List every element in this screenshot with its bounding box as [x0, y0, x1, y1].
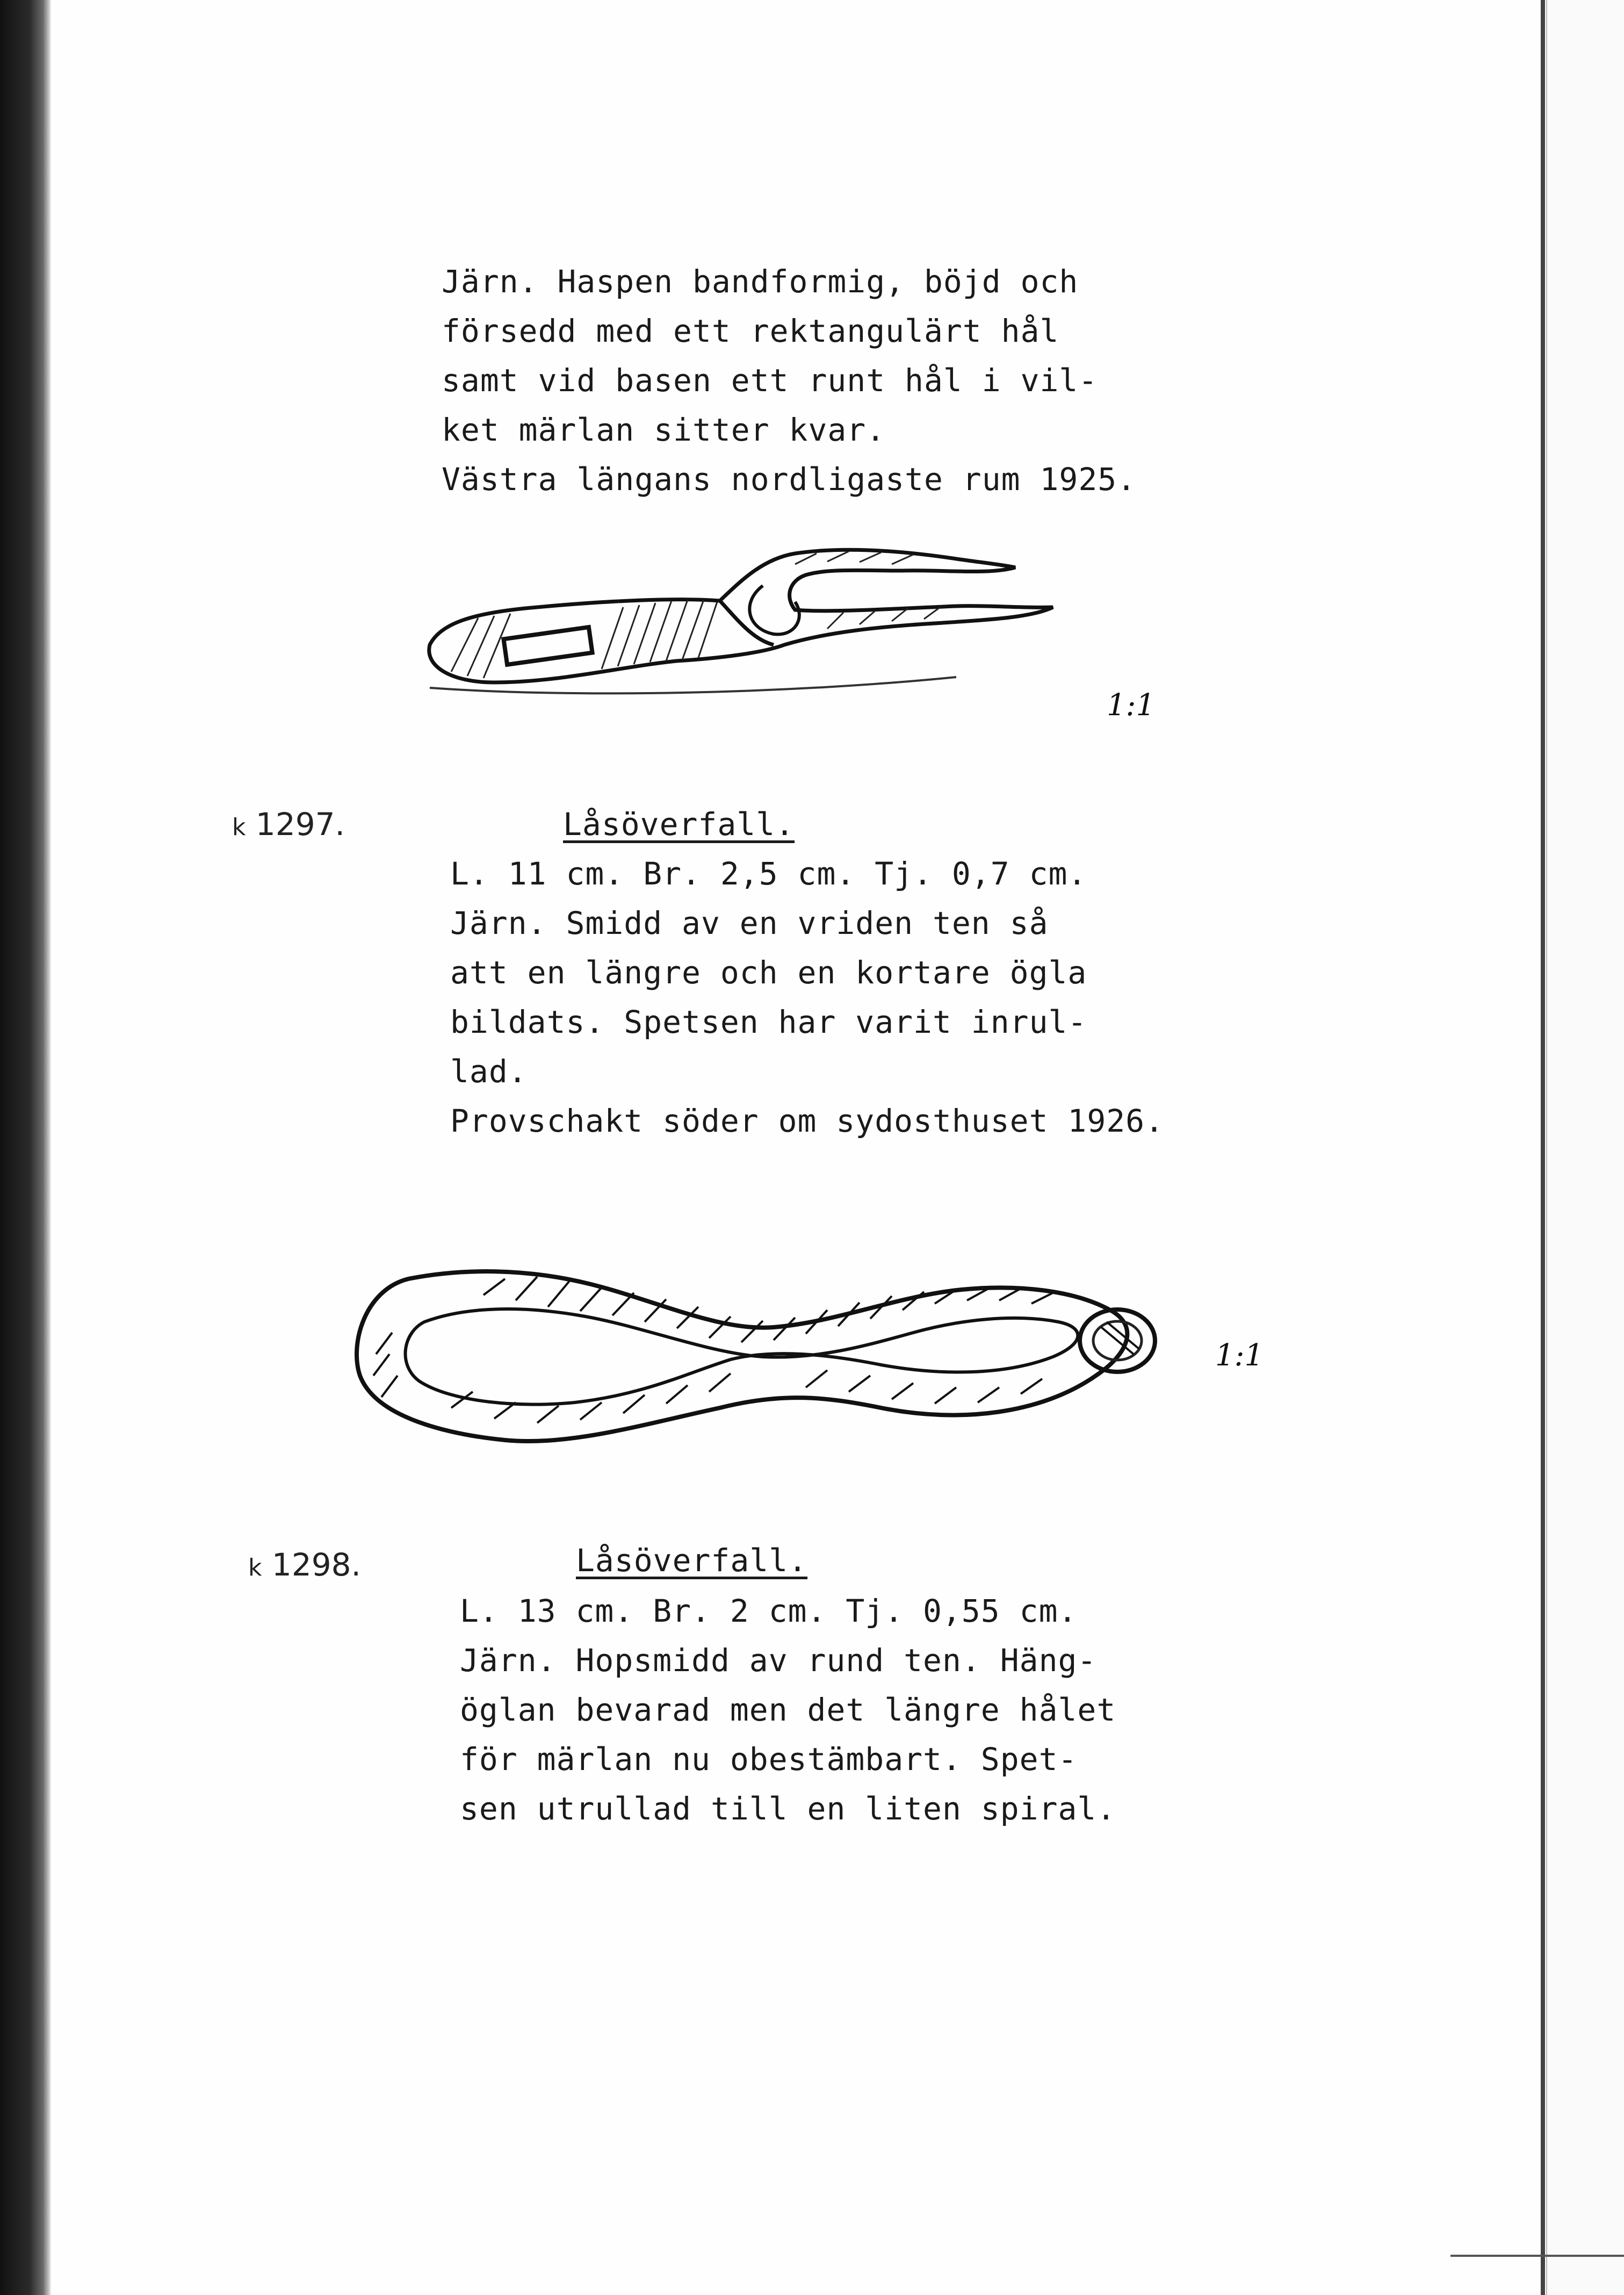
entry-1298-title [576, 1536, 807, 1585]
page-edge-bottom [1450, 2255, 1624, 2257]
entry-1297-title [563, 800, 795, 849]
scale-label: 1:1 [1215, 1338, 1264, 1373]
catalog-number [248, 1546, 361, 1583]
catalog-prefix: k [248, 1554, 262, 1581]
description-line: ket märlan sitter kvar. [442, 412, 886, 448]
entry-title: Låsöverfall. [576, 1542, 808, 1579]
measurement-line: L. 13 cm. Br. 2 cm. Tj. 0,55 cm. [460, 1593, 1078, 1629]
entry-1297-description [450, 849, 1164, 1146]
description-line: lad. [450, 1053, 528, 1090]
hasp-drawing [419, 537, 1064, 731]
findspot-line: Västra längans nordligaste rum 1925. [442, 461, 1137, 498]
description-line: sen utrullad till en liten spiral. [460, 1790, 1116, 1827]
description-line: Järn. Hopsmidd av rund ten. Häng- [460, 1642, 1097, 1679]
entry-title: Låsöverfall. [563, 806, 795, 843]
twisted-loop-drawing [344, 1247, 1193, 1472]
book-binding-shadow [0, 0, 51, 2295]
description-line: bildats. Spetsen har varit inrul- [450, 1004, 1087, 1040]
page-edge-line [1541, 0, 1545, 2295]
description-line: samt vid basen ett runt hål i vil- [442, 362, 1098, 399]
description-line: att en längre och en kortare ögla [450, 954, 1087, 991]
measurement-line: L. 11 cm. Br. 2,5 cm. Tj. 0,7 cm. [450, 855, 1087, 892]
page-margin-strip [1546, 0, 1624, 2295]
catalog-number-value: 1297. [255, 806, 345, 843]
description-line: Järn. Haspen bandformig, böjd och [442, 263, 1079, 300]
entry-1298-description [460, 1586, 1116, 1833]
description-line: försedd med ett rektangulärt hål [442, 313, 1059, 349]
description-line: för märlan nu obestämbart. Spet- [460, 1741, 1078, 1778]
findspot-line: Provschakt söder om sydosthuset 1926. [450, 1103, 1165, 1139]
catalog-number-value: 1298. [271, 1546, 361, 1583]
description-line: öglan bevarad men det längre hålet [460, 1692, 1116, 1728]
entry-1296-description [442, 257, 1136, 504]
catalog-number [232, 806, 345, 843]
description-line: Järn. Smidd av en vriden ten så [450, 905, 1049, 941]
catalog-prefix: k [232, 814, 246, 841]
scale-label: 1:1 [1107, 688, 1156, 723]
